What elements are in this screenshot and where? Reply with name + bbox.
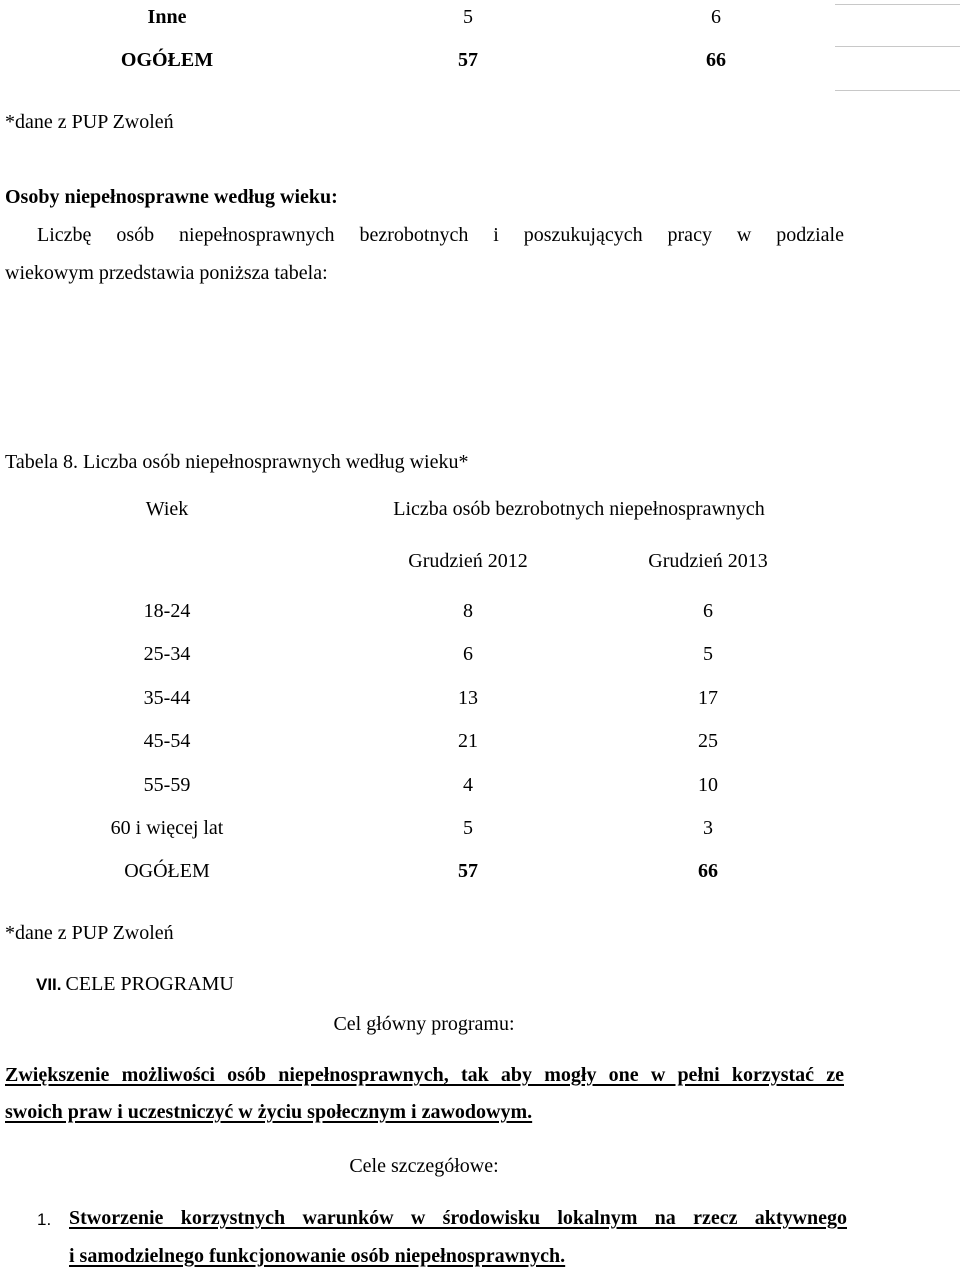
specific-goals-heading: Cele szczegółowe: (349, 1155, 499, 1177)
source-note: *dane z PUP Zwoleń (5, 111, 174, 133)
value-2012-cell: 4 (463, 774, 473, 796)
value-2013-cell: 10 (698, 774, 718, 796)
age-cell: 45-54 (143, 730, 191, 752)
section-heading: Osoby niepełnosprawne według wieku: (5, 186, 338, 208)
list-item-number: 1. (37, 1210, 52, 1229)
table-border-line (835, 46, 960, 47)
column-header-age: Wiek (145, 498, 189, 520)
main-goal-line2: swoich praw i uczestniczyć w życiu społecznym i zawodowym. (5, 1101, 533, 1123)
value-2013-cell: 3 (703, 817, 713, 839)
age-cell: 60 i więcej lat (110, 817, 224, 839)
section-number: VII. (36, 975, 62, 994)
total-2013: 66 (698, 860, 718, 882)
column-header-group: Liczba osób bezrobotnych niepełnosprawnych (393, 498, 765, 520)
table-row-label: Inne (147, 6, 187, 28)
table-total-2012: 57 (458, 49, 478, 71)
value-2012-cell: 13 (458, 687, 478, 709)
value-2013-cell: 6 (703, 600, 713, 622)
age-cell: 18-24 (143, 600, 191, 622)
table-border-line (835, 4, 960, 5)
age-cell: 55-59 (143, 774, 191, 796)
list-item-line1: Stworzenie korzystnych warunków w środowisku lokalnym na rzecz aktywnego (69, 1207, 847, 1229)
value-2012-cell: 8 (463, 600, 473, 622)
value-2013-cell: 17 (698, 687, 718, 709)
section-title-text: CELE PROGRAMU (65, 973, 234, 995)
value-2013-cell: 5 (703, 643, 713, 665)
list-item-line2: i samodzielnego funkcjonowanie osób niepełnosprawnych. (69, 1245, 566, 1267)
intro-paragraph-line1: Liczbę osób niepełnosprawnych bezrobotnych i poszukujących pracy w podziale (37, 224, 844, 246)
value-2012-cell: 6 (463, 643, 473, 665)
age-cell: 35-44 (143, 687, 191, 709)
column-header-2013: Grudzień 2013 (648, 550, 768, 572)
table-caption: Tabela 8. Liczba osób niepełnosprawnych według wieku* (5, 451, 469, 473)
source-note: *dane z PUP Zwoleń (5, 922, 174, 944)
column-header-2012: Grudzień 2012 (408, 550, 528, 572)
value-2012-cell: 21 (458, 730, 478, 752)
table-total-label: OGÓŁEM (120, 49, 214, 71)
table-cell-2013: 6 (711, 6, 721, 28)
age-cell: 25-34 (143, 643, 191, 665)
table-total-2013: 66 (706, 49, 726, 71)
main-goal-line1: Zwiększenie możliwości osób niepełnosprawnych, tak aby mogły one w pełni korzystać ze (5, 1064, 844, 1086)
value-2012-cell: 5 (463, 817, 473, 839)
table-border-line (835, 90, 960, 91)
intro-paragraph-line2: wiekowym przedstawia poniższa tabela: (5, 262, 328, 284)
total-label: OGÓŁEM (124, 860, 210, 882)
total-2012: 57 (458, 860, 478, 882)
value-2013-cell: 25 (698, 730, 718, 752)
table-cell-2012: 5 (463, 6, 473, 28)
main-goal-heading: Cel główny programu: (333, 1013, 515, 1035)
section-title (36, 973, 234, 996)
